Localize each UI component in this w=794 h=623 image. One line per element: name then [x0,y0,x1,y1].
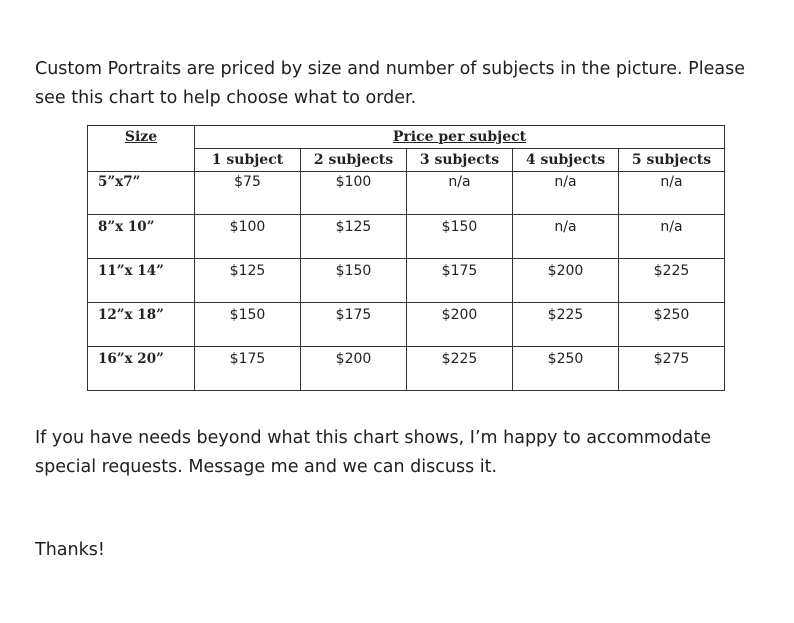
column-header: 5 subjects [619,149,725,172]
outro-line-2: special requests. Message me and we can discuss it. [35,457,498,477]
price-cell: $75 [195,172,301,215]
price-cell: $275 [619,347,725,391]
column-header: 3 subjects [407,149,513,172]
price-cell: $100 [195,215,301,259]
price-cell: n/a [619,215,725,259]
intro-line-1: Custom Portraits are priced by size and number of subjects in the picture. Please [35,59,745,79]
column-header: 4 subjects [513,149,619,172]
size-cell: 8”x 10” [88,215,195,259]
price-cell: $200 [513,259,619,303]
price-cell: $200 [407,303,513,347]
table-row [88,259,725,303]
price-cell: $150 [407,215,513,259]
size-cell: 12”x 18” [88,303,195,347]
price-cell: $250 [513,347,619,391]
price-cell: n/a [407,172,513,215]
price-per-subject-header: Price per subject [195,126,725,149]
price-cell: $225 [407,347,513,391]
price-cell: $125 [195,259,301,303]
column-header: 1 subject [195,149,301,172]
intro-line-2: see this chart to help choose what to order. [35,88,417,108]
intro-paragraph [35,55,745,113]
table-row [88,303,725,347]
size-cell: 16”x 20” [88,347,195,391]
price-cell: $200 [301,347,407,391]
outro-line-1: If you have needs beyond what this chart shows, I’m happy to accommodate [35,428,712,448]
price-cell: $150 [301,259,407,303]
price-cell: $175 [301,303,407,347]
table-row [88,347,725,391]
outro-paragraph [35,424,711,482]
size-cell: 11”x 14” [88,259,195,303]
size-cell: 5”x7” [88,172,195,215]
table-header-row [88,126,725,149]
price-cell: n/a [513,172,619,215]
price-cell: $125 [301,215,407,259]
price-cell: $250 [619,303,725,347]
price-cell: $175 [195,347,301,391]
price-cell: $150 [195,303,301,347]
price-cell: $100 [301,172,407,215]
closing-text: Thanks! [35,540,105,560]
price-table [87,125,725,391]
price-cell: n/a [513,215,619,259]
price-cell: $175 [407,259,513,303]
column-header: 2 subjects [301,149,407,172]
table-row [88,172,725,215]
price-cell: n/a [619,172,725,215]
table-row [88,215,725,259]
price-cell: $225 [619,259,725,303]
price-cell: $225 [513,303,619,347]
size-column-header: Size [88,126,195,172]
